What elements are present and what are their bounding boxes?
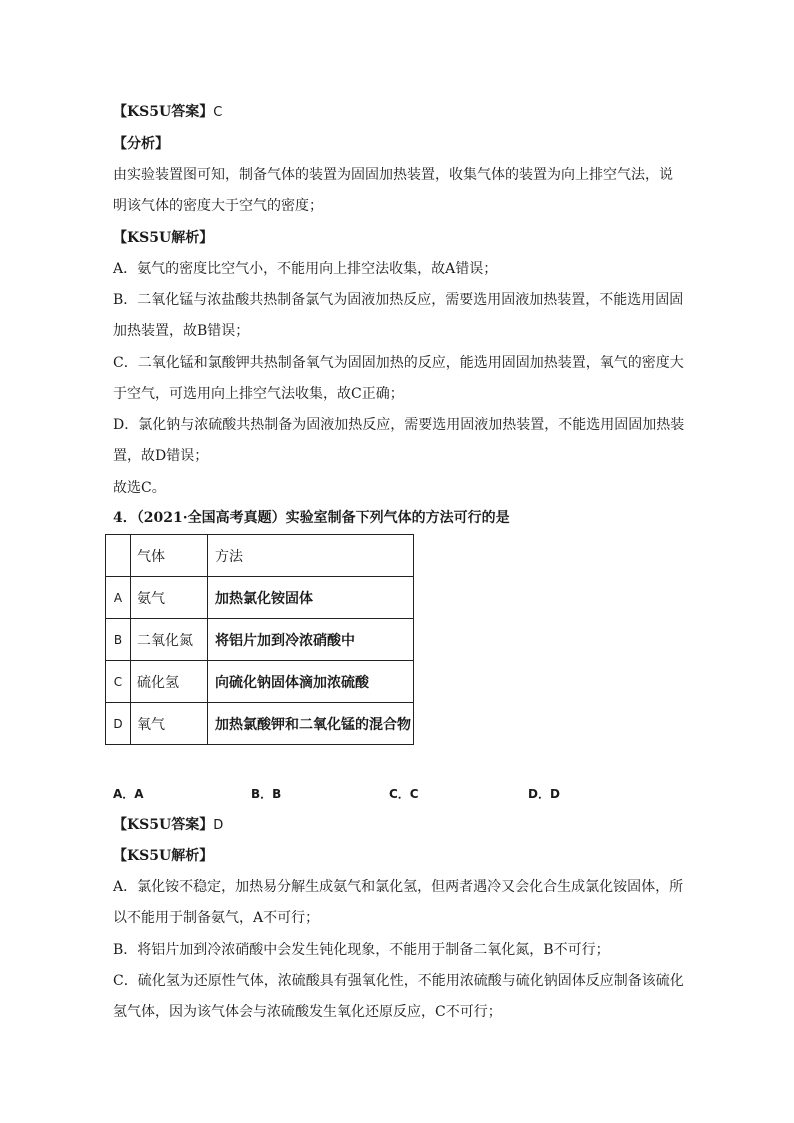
row-method: 向硫化钠固体滴加浓硫酸: [208, 661, 414, 703]
table-header-method: 方法: [208, 535, 414, 577]
row-letter: D: [106, 703, 131, 745]
option-b: B．B: [251, 787, 282, 801]
q3-analysis-line-1: 由实验装置图可知，制备气体的装置为固固加热装置，收集气体的装置为向上排空气法，说: [113, 167, 673, 183]
q3-conclusion: 故选C。: [113, 480, 166, 496]
q3-explain-line: D．氯化钠与浓硫酸共热制备为固液加热反应，需要选用固液加热装置，不能选用固固加热装: [113, 417, 685, 433]
q3-answer-value: C: [213, 105, 223, 120]
table-row: [106, 619, 414, 661]
q4-explain-line: C．硫化氢为还原性气体，浓硫酸具有强氧化性，不能用浓硫酸与硫化钠固体反应制备该硫化: [113, 973, 684, 989]
q3-answer-label: 【KS5U答案】: [113, 104, 214, 120]
q4-answer-value: D: [213, 818, 224, 833]
row-method: 加热氯化铵固体: [208, 577, 414, 619]
table-header-cell: [106, 535, 131, 577]
q3-explain-line: A．氨气的密度比空气小，不能用向上排空法收集，故A错误；: [113, 261, 498, 277]
row-letter: B: [106, 619, 131, 661]
row-method: 加热氯酸钾和二氧化锰的混合物: [208, 703, 414, 745]
row-gas: 氨气: [131, 577, 208, 619]
table-row: [106, 661, 414, 703]
row-method: 将铝片加到冷浓硝酸中: [208, 619, 414, 661]
q3-analysis-line-2: 明该气体的密度大于空气的密度；: [113, 198, 323, 214]
q4-explain-line: A．氯化铵不稳定，加热易分解生成氨气和氯化氢，但两者遇冷又会化合生成氯化铵固体，所: [113, 879, 684, 895]
q3-explain-line: 置，故D错误；: [113, 448, 209, 464]
q3-explain-line: C．二氧化锰和氯酸钾共热制备氧气为固固加热的反应，能选用固固加热装置，氧气的密度大: [113, 355, 684, 371]
q4-explain-line: 氢气体，因为该气体会与浓硫酸发生氧化还原反应，C不可行；: [113, 1004, 502, 1020]
q3-analysis-label: 【分析】: [113, 136, 169, 152]
row-letter: A: [106, 577, 131, 619]
row-letter: C: [106, 661, 131, 703]
q4-answer-label: 【KS5U答案】: [113, 817, 214, 833]
row-gas: 氧气: [131, 703, 208, 745]
option-c: C．C: [389, 787, 419, 801]
q3-explain-label: 【KS5U解析】: [113, 230, 214, 246]
q3-explain-line: 加热装置，故B错误；: [113, 323, 250, 339]
table-header-row: [106, 535, 414, 577]
q4-explain-line: 以不能用于制备氨气，A不可行；: [113, 910, 320, 926]
row-gas: 二氧化氮: [131, 619, 208, 661]
q3-explain-line: 于空气，可选用向上排空气法收集，故C正确；: [113, 386, 404, 402]
table-header-gas: 气体: [131, 535, 208, 577]
q3-answer: [113, 102, 222, 123]
q4-answer: [113, 815, 223, 836]
table-row: [106, 703, 414, 745]
q4-stem: 4．（2021·全国高考真题）实验室制备下列气体的方法可行的是: [113, 510, 510, 526]
q4-explain-line: B．将铝片加到冷浓硝酸中会发生钝化现象，不能用于制备二氧化氮，B不可行；: [113, 942, 610, 958]
row-gas: 硫化氢: [131, 661, 208, 703]
q4-table: [105, 534, 414, 745]
q4-explain-label: 【KS5U解析】: [113, 848, 214, 864]
q3-explain-line: B．二氧化锰与浓盐酸共热制备氯气为固液加热反应，需要选用固液加热装置，不能选用固固: [113, 292, 684, 308]
option-d: D．D: [528, 787, 560, 801]
table-row: [106, 577, 414, 619]
option-a: A．A: [113, 787, 144, 801]
